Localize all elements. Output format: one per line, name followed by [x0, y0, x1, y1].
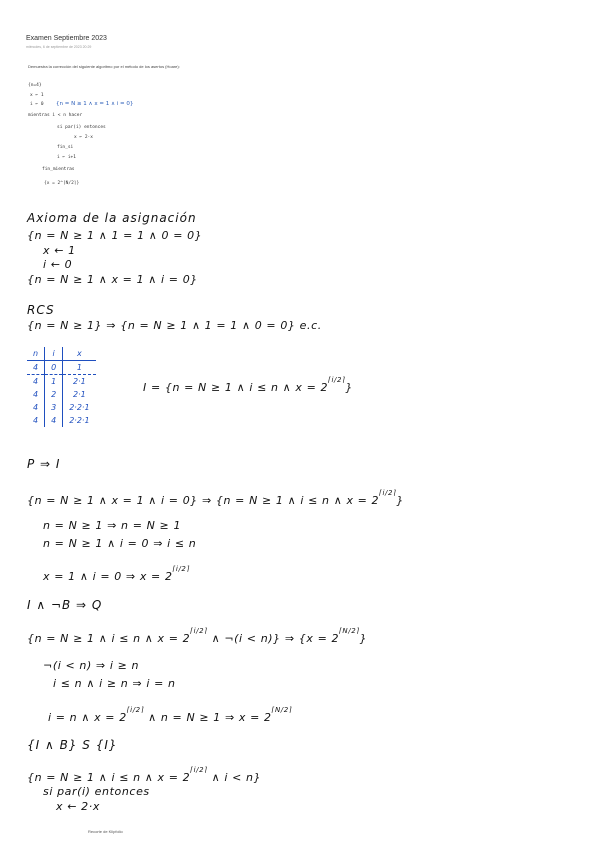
proof-line: x ← 1: [43, 244, 76, 257]
trace-table: [27, 347, 96, 427]
proof-line: [48, 706, 292, 724]
code-line: fin_si: [57, 145, 74, 150]
trace-cell: 4: [27, 361, 45, 375]
trace-cell: 4: [45, 414, 63, 427]
proof-line: si par(i) entonces: [43, 785, 150, 798]
proof-line: [27, 489, 404, 507]
trace-cell: 4: [33, 390, 39, 399]
proof-exponent: ⌈i/2⌉: [190, 766, 208, 774]
proof-exponent: ⌈i/2⌉: [190, 627, 208, 635]
trace-cell: 2·2·1: [63, 401, 96, 414]
trace-cell: 2·1: [63, 388, 96, 401]
trace-cell: 4: [33, 416, 39, 425]
proof-text: ∧ ¬(i < n)} ⇒ {x = 2: [207, 632, 340, 645]
trace-header: i: [45, 347, 63, 361]
proof-line: x ← 2·x: [56, 800, 100, 813]
table-row: [27, 361, 96, 375]
trace-cell: 2·2·1: [63, 414, 96, 427]
code-line: {n=4}: [28, 83, 42, 88]
section-title: Axioma de la asignación: [27, 211, 197, 225]
proof-line: i ← 0: [43, 258, 73, 271]
proof-exponent: ⌈i/2⌉: [379, 489, 397, 497]
trace-cell: 3: [45, 401, 63, 414]
proof-exponent: ⌈i/2⌉: [126, 706, 145, 714]
table-row: [27, 414, 96, 427]
code-line: mientras i < n hacer: [28, 113, 83, 118]
code-line: i ← i+1: [57, 155, 76, 160]
invariant-text: I = {n = N ≥ 1 ∧ i ≤ n ∧ x = 2: [143, 381, 329, 394]
proof-text: }: [359, 632, 368, 645]
proof-text: ∧ i < n}: [207, 771, 262, 784]
trace-cell: 2: [45, 388, 63, 401]
code-line: x ← 1: [30, 93, 44, 98]
trace-cell: 4: [33, 377, 39, 386]
invariant: [143, 376, 353, 394]
section-title: {I ∧ B} S {I}: [27, 738, 118, 752]
trace-cell: 0: [45, 361, 63, 375]
trace-cell: 2·1: [63, 375, 96, 389]
page-title: Examen Septiembre 2023: [26, 35, 107, 42]
trace-cell: 1: [45, 375, 63, 389]
trace-header: n: [27, 347, 45, 361]
proof-line: [27, 766, 261, 784]
proof-text: ∧ n = N ≥ 1 ⇒ x = 2: [144, 711, 272, 724]
code-line: {x = 2^⌈N/2⌉}: [44, 181, 80, 186]
proof-line: n = N ≥ 1 ⇒ n = N ≥ 1: [43, 519, 182, 532]
proof-text: }: [396, 494, 404, 507]
section-title: P ⇒ I: [27, 457, 61, 471]
trace-cell: 4: [33, 403, 39, 412]
trace-cell: 1: [63, 361, 96, 375]
invariant-end: }: [345, 381, 353, 394]
proof-text: {n = N ≥ 1 ∧ x = 1 ∧ i = 0} ⇒ {n = N ≥ 1 ∧ i ≤ n ∧ x = 2: [27, 494, 380, 507]
proof-line: [43, 565, 190, 583]
proof-line: [27, 627, 367, 645]
code-line: fin_mientras: [42, 167, 75, 172]
page-date: miércoles, 6 de septiembre de 2023 20:29: [26, 45, 92, 49]
proof-text: x = 1 ∧ i = 0 ⇒ x = 2: [43, 570, 173, 583]
trace-header: x: [63, 347, 96, 361]
section-title: I ∧ ¬B ⇒ Q: [27, 598, 103, 612]
exercise-statement: Demuestra la corrección del siguiente algoritmo por el método de los asertos (Hoare):: [28, 64, 180, 69]
code-line: si par(i) entonces: [57, 125, 106, 130]
code-line: x ← 2·x: [74, 135, 93, 140]
proof-text: {n = N ≥ 1 ∧ i ≤ n ∧ x = 2: [27, 771, 191, 784]
proof-line: {n = N ≥ 1 ∧ x = 1 ∧ i = 0}: [27, 273, 198, 286]
proof-text: i = n ∧ x = 2: [48, 711, 127, 724]
table-row: [27, 375, 96, 389]
proof-text: {n = N ≥ 1 ∧ i ≤ n ∧ x = 2: [27, 632, 191, 645]
proof-line: {n = N ≥ 1} ⇒ {n = N ≥ 1 ∧ 1 = 1 ∧ 0 = 0} e.c.: [27, 319, 322, 332]
table-row: [27, 401, 96, 414]
table-row: [27, 388, 96, 401]
proof-line: i ≤ n ∧ i ≥ n ⇒ i = n: [53, 677, 176, 690]
proof-exponent: ⌈N/2⌉: [339, 627, 360, 635]
invariant-exponent: ⌈i/2⌉: [328, 376, 346, 384]
proof-exponent: ⌈i/2⌉: [172, 565, 190, 573]
proof-line: ¬(i < n) ⇒ i ≥ n: [43, 659, 140, 672]
clip-footer: Recorte de Klipfolio: [88, 829, 123, 834]
section-title: RCS: [27, 303, 55, 317]
proof-line: {n = N ≥ 1 ∧ 1 = 1 ∧ 0 = 0}: [27, 229, 203, 242]
code-line: i ← 0: [30, 102, 44, 107]
proof-exponent: ⌈N/2⌉: [271, 706, 293, 714]
handwritten-precondition: {n = N ≥ 1 ∧ x = 1 ∧ i = 0}: [56, 101, 134, 107]
proof-line: n = N ≥ 1 ∧ i = 0 ⇒ i ≤ n: [43, 537, 197, 550]
